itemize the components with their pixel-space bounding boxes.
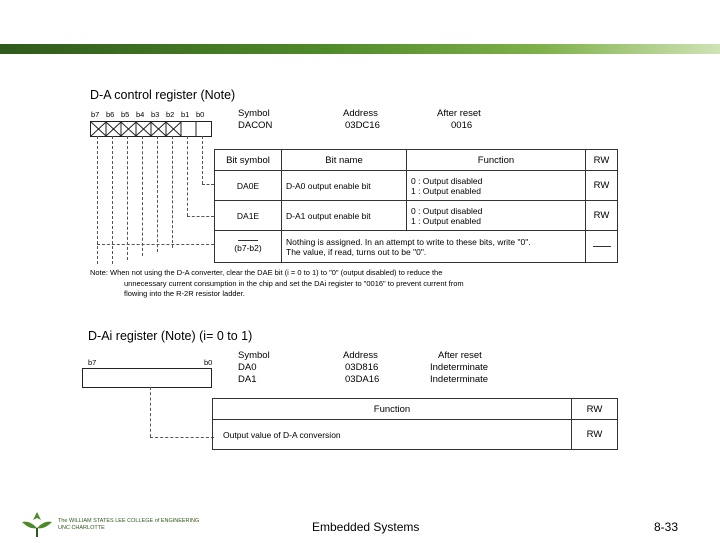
dacon-table-header	[215, 150, 618, 171]
note-line: Note: When not using the D-A converter, clear the DAE bit (i = 0 to 1) to "0" (output disabled) to reduce the	[90, 268, 443, 277]
dai-reset-1: Indeterminate	[430, 374, 489, 385]
dacon-reset: 0016	[451, 120, 473, 131]
row-rw: RW	[572, 420, 618, 450]
leader-line	[127, 136, 128, 260]
nothing-line: The value, if read, turns out to be "0".	[286, 246, 427, 257]
dai-function-table	[212, 398, 618, 450]
leader-line	[187, 136, 188, 216]
leaf-logo-icon	[18, 510, 56, 538]
dai-table-header	[213, 399, 618, 420]
function-line: 0 : Output disabled	[411, 175, 483, 186]
dai-symbol-1: DA1	[238, 374, 257, 385]
dacon-bit-cross-marks	[91, 122, 211, 136]
table-row	[215, 201, 618, 231]
dai-bit-box	[82, 368, 212, 388]
row-rw: RW	[586, 201, 618, 231]
leader-line	[172, 136, 173, 248]
bit-label: b4	[136, 110, 145, 119]
dai-address-label: Address	[343, 350, 378, 361]
dacon-note	[90, 268, 464, 300]
dai-reset-0: Indeterminate	[430, 362, 489, 373]
row-bit-symbol: DA1E	[215, 201, 282, 231]
bit-label: b6	[106, 110, 115, 119]
table-row	[213, 420, 618, 450]
note-line: flowing into the R-2R resistor ladder.	[124, 289, 245, 298]
header-function: Function	[407, 150, 586, 171]
leader-line	[142, 136, 143, 256]
row-rw-dash	[586, 231, 618, 263]
bit-label: b2	[166, 110, 175, 119]
bit-label: b3	[151, 110, 160, 119]
bit-label: b7	[91, 110, 100, 119]
header-bit-symbol: Bit symbol	[215, 150, 282, 171]
leader-line	[97, 244, 214, 245]
row-function: Output value of D-A conversion	[213, 420, 572, 450]
row-function	[407, 171, 586, 201]
leader-line	[187, 216, 214, 217]
dacon-bit-table	[214, 149, 618, 263]
function-line: 1 : Output enabled	[411, 215, 481, 226]
dacon-title: D-A control register (Note)	[90, 88, 236, 102]
footer-title: Embedded Systems	[312, 520, 420, 534]
dacon-reset-label: After reset	[437, 108, 481, 119]
table-row	[215, 231, 618, 263]
header-rw: RW	[572, 399, 618, 420]
dai-address-1: 03DA16	[345, 374, 380, 385]
leader-line	[202, 136, 203, 184]
dai-reset-label: After reset	[438, 350, 482, 361]
leader-line	[150, 387, 151, 437]
dacon-symbol: DACON	[238, 120, 273, 131]
dai-address-0: 03D816	[345, 362, 379, 373]
header-bit-name: Bit name	[282, 150, 407, 171]
dacon-symbol-label: Symbol	[238, 108, 270, 119]
college-logo	[18, 510, 56, 543]
bit-label: b1	[181, 110, 190, 119]
dai-bit-right: b0	[204, 358, 213, 367]
dai-bit-left: b7	[88, 358, 97, 367]
logo-line: The WILLIAM STATES LEE COLLEGE of ENGINEERING	[58, 518, 200, 524]
row-function	[407, 201, 586, 231]
row-bit-symbol: DA0E	[215, 171, 282, 201]
college-logo-text	[58, 518, 199, 532]
row-bit-name: D-A1 output enable bit	[282, 201, 407, 231]
logo-line: UNC CHARLOTTE	[58, 525, 105, 531]
leader-line	[150, 437, 214, 438]
dash-mark	[593, 246, 611, 247]
nothing-symbol: (b7-b2)	[234, 243, 262, 253]
page-number: 8-33	[654, 520, 679, 534]
function-line: 1 : Output enabled	[411, 185, 481, 196]
header-rw: RW	[586, 150, 618, 171]
row-rw: RW	[586, 171, 618, 201]
dai-symbol-label: Symbol	[238, 350, 270, 361]
function-line: 0 : Output disabled	[411, 205, 483, 216]
leader-line	[157, 136, 158, 252]
row-bit-symbol	[215, 231, 282, 263]
note-line: unnecessary current consumption in the chip and set the DAi register to "0016" to prevent current from	[124, 278, 464, 288]
dacon-address: 03DC16	[345, 120, 380, 131]
dacon-address-label: Address	[343, 108, 378, 119]
dai-title: D-Ai register (Note) (i= 0 to 1)	[88, 329, 253, 343]
row-nothing-assigned	[282, 231, 586, 263]
dai-symbol-0: DA0	[238, 362, 257, 373]
bit-label: b5	[121, 110, 130, 119]
bit-label: b0	[196, 110, 205, 119]
table-row	[215, 171, 618, 201]
header-function: Function	[213, 399, 572, 420]
header-gradient-bar	[0, 44, 720, 54]
row-bit-name: D-A0 output enable bit	[282, 171, 407, 201]
dash-mark	[238, 240, 258, 241]
nothing-line: Nothing is assigned. In an attempt to write to these bits, write "0".	[286, 236, 531, 247]
dacon-bit-boxes	[90, 121, 212, 137]
leader-line	[202, 184, 214, 185]
